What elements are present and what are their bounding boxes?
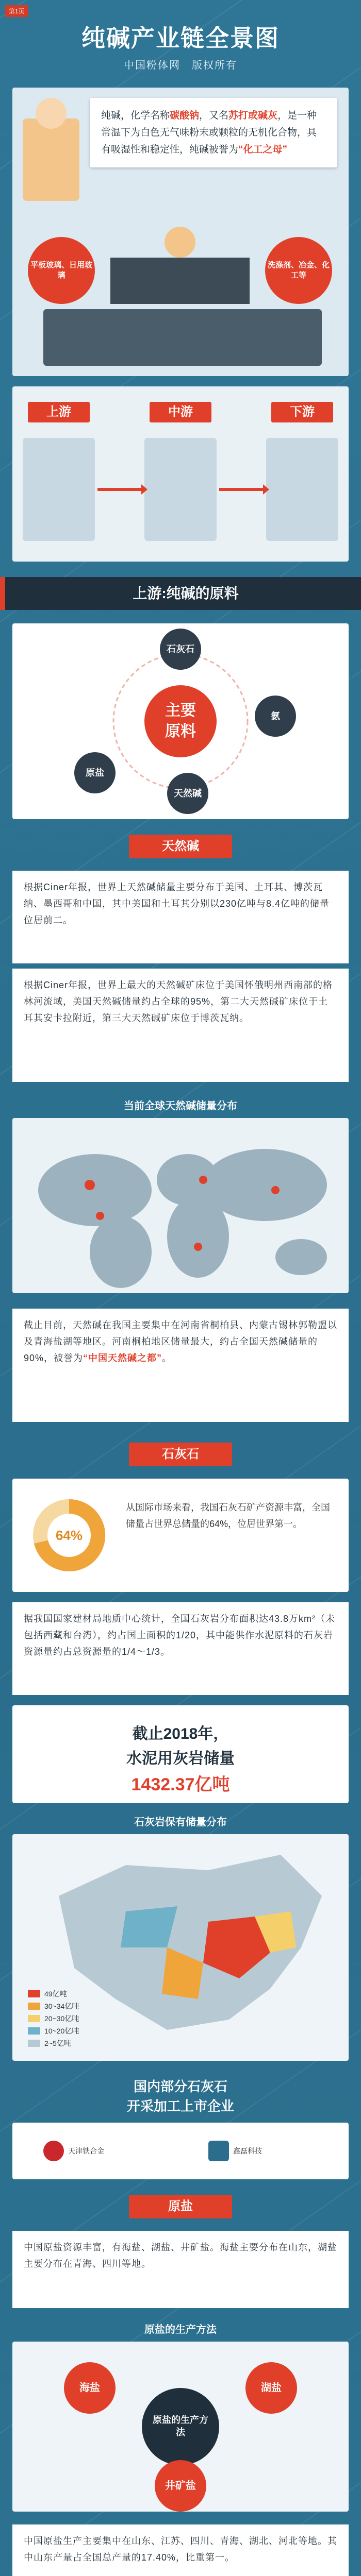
stat-line2: 水泥用灰岩储量 [126, 1750, 235, 1767]
natural-soda-p3-a: 截止目前，天然碱在我国主要集中在河南省桐柏县、内蒙古锡林郭勒盟以及青海盐湖等地区。河南桐柏地区储量最大，约占全国天然碱储量的90%，被誉为 [24, 1320, 337, 1363]
chain-diagram [12, 386, 349, 562]
limestone-company-title2: 开采加工上市企业 [126, 2098, 234, 2114]
intro-highlight-2: 苏打或碱灰 [228, 110, 278, 121]
chain-downstream: 下游 [271, 402, 333, 422]
limestone-stat [12, 1705, 349, 1803]
intro-illustration [12, 88, 349, 376]
salt-p1: 中国原盐资源丰富，有海盐、湖盐、井矿盐。海盐主要分布在山东，湖盐主要分布在青海、四川等地。 [12, 2231, 349, 2308]
raw-center [144, 685, 217, 757]
salt-method-center: 原盐的生产方法 [142, 2388, 219, 2465]
salt-p2: 中国原盐生产主要集中在山东、江苏、四川、青海、湖北、河北等地。其中山东产量占全国总产量的17.40%，比重第一。 [12, 2524, 349, 2576]
upstream-section-title: 上游:纯碱的原料 [133, 585, 239, 601]
world-map-title: 当前全球天然碱储量分布 [124, 1100, 237, 1112]
natural-soda-p3-highlight: “中国天然碱之都” [83, 1353, 162, 1363]
limestone-p2: 据我国国家建材局地质中心统计，全国石灰岩分布面积达43.8万km²（未包括西藏和台湾），约占国土面积的1/20，其中能供作水泥原料的石灰岩资源量约占总资源量的1/4～1/3。 [12, 1602, 349, 1695]
china-map-title: 石灰岩保有储量分布 [134, 1817, 227, 1828]
intro-panel [12, 88, 349, 376]
company-2-name: 鑫磊科技 [233, 2147, 262, 2155]
natural-soda-p1: 根据Ciner年报，世界上天然碱储量主要分布于美国、土耳其、博茨瓦纳、墨西哥和中国，其中美国和土耳其分别以230亿吨与8.4亿吨的储量位居前二。 [12, 871, 349, 963]
podium-icon [110, 258, 250, 304]
raw-center-line2: 原料 [165, 723, 196, 740]
head-icon [36, 98, 67, 129]
page-badge: 第1页 [5, 5, 28, 17]
raw-material-diagram [12, 623, 349, 819]
salt-title: 原盐 [129, 2195, 232, 2218]
limestone-share-panel [12, 1479, 349, 1592]
intro-text-b: ，又名 [199, 110, 229, 121]
company-2-icon [208, 2141, 229, 2161]
intro-highlight-3: “化工之母” [238, 144, 288, 155]
legend-item-5: 2~5亿吨 [28, 2038, 71, 2048]
salt-method-sea: 海盐 [64, 2362, 116, 2414]
company-logo-2 [208, 2141, 262, 2161]
natural-soda-p3-b: 。 [162, 1353, 172, 1363]
company-1-icon [43, 2141, 64, 2161]
stat-value: 1432.37亿吨 [131, 1775, 230, 1794]
raw-node-ammonia: 氨 [255, 696, 296, 737]
intro-highlight-1: 碳酸钠 [170, 110, 200, 121]
legend-item-2: 30~34亿吨 [28, 2001, 79, 2011]
salt-method-lake: 湖盐 [245, 2362, 297, 2414]
salt-method-diagram [12, 2342, 349, 2512]
china-map [12, 1834, 349, 2061]
world-map-graphic [12, 1118, 349, 1293]
limestone-share-text: 从国际市场来看，我国石灰石矿产资源丰富，全国储量占世界总储量的64%，位居世界第一。 [126, 1502, 330, 1529]
limestone-title: 石灰石 [129, 1443, 232, 1466]
speaker-icon [165, 227, 195, 258]
legend-item-1: 49亿吨 [28, 1989, 67, 1999]
chain-midstream: 中游 [150, 402, 211, 422]
natural-soda-p2: 根据Ciner年报，世界上最大的天然碱矿床位于美国怀俄明州西南部的格林河流域，美国天然碱储量约占全球的95%，第二大天然碱矿床位于土耳其安卡拉附近，第三大天然碱矿床位于博茨瓦纳。 [12, 969, 349, 1082]
intro-text-c: ，是一种常温下为白色无气味粉末或颗粒的无机化合物，具有吸湿性和稳定性，纯碱被誉为 [101, 110, 317, 155]
chain-upstream: 上游 [28, 402, 90, 422]
raw-center-line1: 主要 [165, 702, 196, 719]
salt-method-title: 原盐的生产方法 [144, 2324, 217, 2335]
legend-item-4: 10~20亿吨 [28, 2026, 79, 2036]
legend-item-3: 20~30亿吨 [28, 2013, 79, 2024]
raw-node-limestone: 石灰石 [160, 629, 201, 670]
person-icon [23, 118, 79, 201]
company-logo-1 [43, 2141, 104, 2161]
limestone-companies [12, 2123, 349, 2179]
world-map [12, 1118, 349, 1293]
audience-icon [43, 309, 322, 366]
raw-node-salt: 原盐 [74, 752, 116, 793]
intro-text-a: 纯碱，化学名称 [101, 110, 170, 121]
natural-soda-title: 天然碱 [129, 835, 232, 858]
salt-method-well: 井矿盐 [155, 2460, 206, 2512]
upstream-section-bar [0, 577, 361, 610]
limestone-pct: 64% [55, 1528, 83, 1543]
page-title: 纯碱产业链全景图 [81, 25, 280, 52]
bubble-left: 平板玻璃、日用玻璃 [28, 237, 95, 304]
page-subtitle: 中国粉体网 版权所有 [124, 60, 237, 71]
chain-flow-graphic [12, 428, 349, 556]
header [0, 0, 361, 82]
stat-prefix: 截止2018年， [132, 1725, 229, 1742]
bubble-right: 洗涤剂、冶金、化工等 [265, 237, 332, 304]
limestone-company-title1: 国内部分石灰石 [133, 2079, 227, 2094]
raw-node-natural-soda: 天然碱 [167, 773, 208, 814]
company-1-name: 天津铁合金 [68, 2147, 104, 2155]
natural-soda-p3 [12, 1309, 349, 1422]
